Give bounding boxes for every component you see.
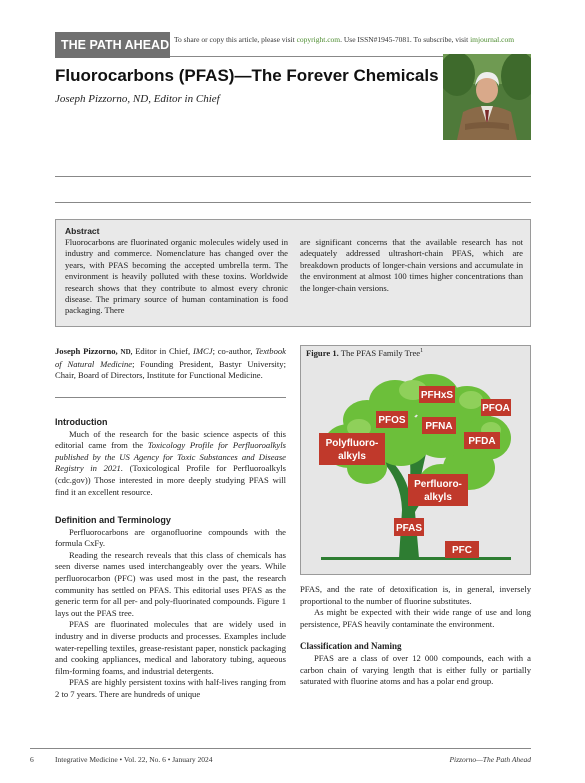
label-pfhxs: PFHxS xyxy=(420,390,454,401)
intro-citation: Toxicology Profile for Perfluoroalkyls published by the US Agency for Toxic Substances and Disease Registry in 2021. xyxy=(55,440,286,474)
definition-paragraph: Reading the research reveals that this class of chemicals has seen diverse names used interchangeably over the years. While perfluorocarbon (PFC) was used most in the past, the research community has settled on PFAS. This editorial uses PFAS as the generic term for all per- and poly-fluorinated compounds. Figure 1 lays out the PFAS tree. xyxy=(55,549,286,618)
figure-label: Figure 1. xyxy=(306,348,339,358)
bio-name: Joseph Pizzorno, xyxy=(55,346,118,356)
definition-heading: Definition and Terminology xyxy=(55,515,171,525)
divider xyxy=(55,176,531,177)
label-pfc: PFC xyxy=(452,545,472,556)
bio-credential: ND, xyxy=(120,348,133,356)
definition-paragraph: PFAS are highly persistent toxins with half-lives ranging from 2 to 7 years. There are hundreds of unique xyxy=(55,677,286,699)
classification-heading: Classification and Naming xyxy=(300,641,402,652)
article-title: Fluorocarbons (PFAS)—The Forever Chemicals xyxy=(55,66,439,85)
label-perfluoroalkyls-1: Perfluoro- xyxy=(414,479,462,490)
bio-text: ; co-author, xyxy=(212,346,256,356)
label-pfoa: PFOA xyxy=(482,403,510,414)
figure-caption xyxy=(306,348,423,358)
abstract-heading: Abstract xyxy=(65,226,100,236)
intro-heading: Introduction xyxy=(55,417,108,427)
abstract-box xyxy=(55,219,531,327)
bio-journal: IMCJ xyxy=(192,346,213,356)
label-pfas: PFAS xyxy=(395,523,423,534)
article-byline: Joseph Pizzorno, ND, Editor in Chief xyxy=(55,93,220,105)
copyright-note xyxy=(174,35,514,44)
right-paragraph: As might be expected with their wide range of use and long persistence, PFAS heavily contaminate the environment. xyxy=(300,607,531,629)
abstract-text-left: Fluorocarbons are fluorinated organic molecules widely used in industry and commerce. Nomenclature has changed over the years, with PFAS becoming the accepted umbrella term. The environment is heavily polluted with these toxins. Worldwide research shows that they contribute to almost every chronic disease. The primary source of human contamination is food packaging. There xyxy=(65,237,288,316)
right-paragraph: PFAS are a class of over 12 000 compounds, each with a carbon chain of varying length that is either fully or partially saturated with fluorine atoms and has a polar end group. xyxy=(300,652,531,687)
bio-text: Editor in Chief, xyxy=(132,346,193,356)
note-text-2: . Use ISSN#1945-7081. To subscribe, visit xyxy=(340,35,471,44)
right-column xyxy=(300,584,531,688)
label-perfluoroalkyls-2: alkyls xyxy=(424,492,452,503)
bio-text: ; Founding President, Bastyr University; Chair, Board of Directors, Institute for Functional Medicine. xyxy=(55,358,286,381)
figure-caption-ref: 1 xyxy=(420,348,424,355)
right-paragraph: PFAS, and the rate of detoxification is, in general, inversely proportional to the number of fluorine substitutes. xyxy=(300,584,531,606)
definition-section xyxy=(55,515,286,701)
note-text-1: To share or copy this article, please visit xyxy=(174,35,297,44)
definition-paragraph: Perfluorocarbons are organofluorine compounds with the formula CxFy. xyxy=(55,526,286,549)
intro-paragraph xyxy=(55,429,286,499)
label-pfna: PFNA xyxy=(425,421,453,432)
bio-book: Textbook of Natural Medicine xyxy=(55,346,286,369)
footer-rule xyxy=(30,748,531,749)
intro-section xyxy=(55,417,286,498)
intro-text: (Toxicological Profile for Perfluoroalkyls (cdc.gov)) Those interested in more deeply studying PFAS will find it an excellent resource. xyxy=(55,463,286,497)
author-bio xyxy=(55,346,286,382)
label-pfda: PFDA xyxy=(468,436,496,447)
subscribe-link[interactable]: imjournal.com xyxy=(470,35,515,44)
section-badge: THE PATH AHEAD xyxy=(55,32,170,58)
copyright-link[interactable]: copyright.com xyxy=(296,35,341,44)
journal-info: Integrative Medicine • Vol. 22, No. 6 • January 2024 xyxy=(55,755,213,764)
pfas-tree-diagram xyxy=(301,360,530,574)
figure-caption-text: The PFAS Family Tree xyxy=(338,348,421,358)
author-photo xyxy=(443,54,531,140)
abstract-text-right: are significant concerns that the available research has not adequately addressed ultrashort-chain PFAS, which are breakdown products of longer-chain versions and accumulate in the environment at almost 100 times higher concentrations than the longer-chain versions. xyxy=(300,237,523,293)
definition-paragraph: PFAS are fluorinated molecules that are widely used in industry and in diverse products and processes. Examples include water-repelling textiles, grease-resistant paper, nonstick packaging and cooking appliances, medical and laboratory tubing, aqueous film-forming foams, and industrial detergents. xyxy=(55,619,286,676)
bio-divider xyxy=(55,397,286,398)
divider xyxy=(55,202,531,203)
intro-text: Much of the research for the basic science aspects of this editorial came from the xyxy=(55,428,286,451)
label-pfos: PFOS xyxy=(378,415,406,426)
label-polyfluoroalkyls-1: Polyfluoro- xyxy=(325,438,379,449)
figure-1 xyxy=(300,345,531,575)
label-polyfluoroalkyls-2: alkyls xyxy=(338,451,366,462)
page-number: 6 xyxy=(30,755,34,764)
running-title: Pizzorno—The Path Ahead xyxy=(449,755,531,764)
